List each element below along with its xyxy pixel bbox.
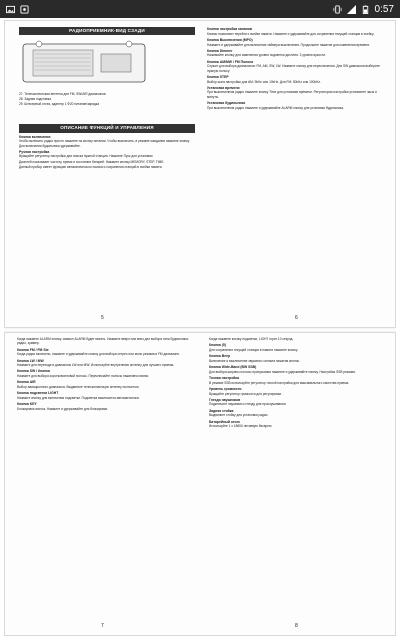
section-text: Нажмите для выбора коротковолновой полосы. Переключайте полосы нажатием кнопки.	[17, 374, 150, 379]
section-heading: Уровень громкости	[209, 386, 242, 391]
page-number: 8	[295, 623, 298, 629]
section-text: Используйте 1 х 18650 литиевую батарею.	[209, 424, 273, 429]
section-heading: Батарейный отсек	[209, 419, 240, 424]
back-view-captions	[19, 92, 195, 107]
section-heading: Задняя стойка	[209, 408, 234, 413]
document-viewer[interactable]	[4, 20, 396, 636]
section-text: Кнопки позволяют перейти к ячейке памяти. Нажмите и удерживайте для сохранения текущей станции в ячейку.	[207, 31, 375, 36]
page2-right-column	[209, 337, 389, 430]
section-heading: Кнопка AM/MW / FM Полоса	[207, 59, 254, 64]
notification-icon	[20, 5, 29, 14]
section-text: Служит для выбора диапазонов: FM, AM, SW, LW. Нажмите кнопку для переключения. Для SW диапазона выберите нужную полосу.	[207, 64, 380, 73]
section-text: Включение и выключение звукового сигнала нажатия кнопок.	[209, 358, 300, 363]
document-page-1	[4, 20, 396, 328]
section-text: Для сохранения текущей станции в памяти нажмите кнопку.	[209, 347, 298, 352]
section-text: Когда нажмете кнопку подсветки, LIGHT горит 10 секунд.	[209, 337, 294, 341]
section-text: Выбор шага настройки для AM: 9kHz или 10kHz. Для FM: 50kHz или 100kHz.	[207, 79, 321, 84]
section-heading: Точная настройка	[209, 376, 239, 381]
caption-item: 28. Задняя подставка	[19, 96, 51, 101]
section-text: При выключенном радио нажмите и удерживайте ALARM кнопку для установки будильника.	[207, 105, 344, 110]
section-heading: Кнопка Dimmer	[207, 48, 233, 53]
status-bar	[0, 0, 400, 18]
status-time: 0:57	[374, 3, 394, 15]
image-icon	[6, 5, 15, 14]
section-heading: Установка будильника	[207, 101, 246, 106]
radio-back-diagram	[19, 40, 149, 86]
section-heading: Кнопка включения	[19, 134, 51, 139]
caption-item: 27. Телескопическая антенна для FM, SW/AIR диапазонов	[19, 91, 106, 96]
section-heading: Кнопка Wide-Band (BW SSB)	[209, 365, 257, 370]
section-text: Нажмите кнопку для включения подсветки. Подсветка выключится автоматически.	[17, 395, 140, 400]
caption-item: 29. Штекерный отсек, адаптер 1 Ф20 питание/зарядка	[19, 102, 99, 107]
section-text: Выдвиньте стойку для установки радио.	[209, 413, 269, 418]
page-number: 7	[101, 623, 104, 629]
section-heading: Кнопка настройки каналов	[207, 27, 252, 31]
section-text: Для выбора ширины полосы пропускания нажмите и удерживайте кнопку. Настройка SSB режима.	[209, 369, 356, 374]
page-number: 5	[101, 315, 104, 321]
section-heading: Гнездо наушников	[209, 397, 241, 402]
section-text: Дисплей показывает частоту, время и состояние батарей. Нажмите кнопку MEMORY, STEP, TIME.	[19, 159, 165, 164]
page1-right-column	[207, 25, 389, 111]
section-heading: Кнопка LW / MW	[17, 358, 44, 363]
functions-banner: ОПИСАНИЕ ФУНКЦИЙ И УПРАВЛЕНИЯ	[19, 124, 195, 132]
section-heading: Ручная настройка	[19, 149, 50, 154]
section-text: Чтобы включить радио просто нажмите на кнопку питания. Чтобы выключить, в режиме ожидания нажмите кнопку. Для включения будильника удерживайте.	[19, 139, 190, 148]
section-heading: Установка времени	[207, 85, 240, 90]
section-text: Выбор авиационного диапазона. Выдвиньте телескопическую антенну полностью.	[17, 384, 140, 389]
section-text: Данный прибор имеет функцию автоматического поиска и сохранения станций в ячейки памяти.	[19, 165, 163, 170]
page1-left-column	[19, 25, 195, 170]
section-text: Вращайте регулятор громкости для регулировки.	[209, 391, 282, 396]
vibrate-icon	[333, 5, 342, 14]
signal-icon	[347, 5, 356, 14]
section-heading: Кнопка FM / FM Ste	[17, 347, 49, 352]
section-text: Вращайте регулятор настройки для поиска нужной станции. Нажмите Пуск для установки.	[19, 154, 154, 159]
page2-left-column	[17, 337, 193, 412]
document-page-2	[4, 332, 396, 636]
section-text: Нажмите для перехода в диапазоны LW или MW. Используйте внутреннюю антенну для лучшего приема.	[17, 363, 175, 368]
section-text: В режиме SSB используйте регулятор точной настройки для максимального качества приема.	[209, 380, 350, 385]
section-heading: Кнопка Выключения (MPO)	[207, 37, 253, 42]
section-heading: Кнопка (5)	[209, 343, 226, 348]
section-text: Когда нажмете ALARM кнопку, символ ALARM будет мигать. Нажмите вверх или вниз для выбора типа будильника: радио, зуммер.	[17, 337, 189, 346]
battery-icon	[361, 5, 370, 14]
section-text: Блокировка кнопок. Нажмите и удерживайте для блокировки.	[17, 406, 109, 411]
section-text: Когда радио включено, нажмите и удерживайте кнопку для выбора стерео или моно режима в FM диапазоне.	[17, 352, 180, 357]
section-heading: Кнопка AIR	[17, 380, 36, 385]
section-text: Нажмите и удерживайте для включения таймера выключения. Продолжите нажатие для изменения времени.	[207, 42, 370, 47]
section-text: При выключенном радио нажмите кнопку Time для установки времени. Регулятором настройки установите часы и минуты.	[207, 90, 377, 99]
section-heading: Кнопка STEP	[207, 74, 229, 79]
section-heading: Кнопка SW / Кнопка	[17, 369, 50, 374]
section-text: Нажимайте кнопку для изменения уровня подсветки дисплея. 3 уровня яркости.	[207, 53, 326, 58]
section-heading: Кнопка подсветки LIGHT	[17, 391, 59, 396]
page-number: 6	[295, 315, 298, 321]
section-heading: Кнопка Веер	[209, 354, 231, 359]
section-text: Подключите наушники к гнезду для прослушивания.	[209, 402, 287, 407]
section-heading: Кнопка KEY	[17, 402, 37, 407]
back-view-banner: РАДИОПРИЕМНИК-ВИД СЗАДИ	[19, 27, 195, 35]
